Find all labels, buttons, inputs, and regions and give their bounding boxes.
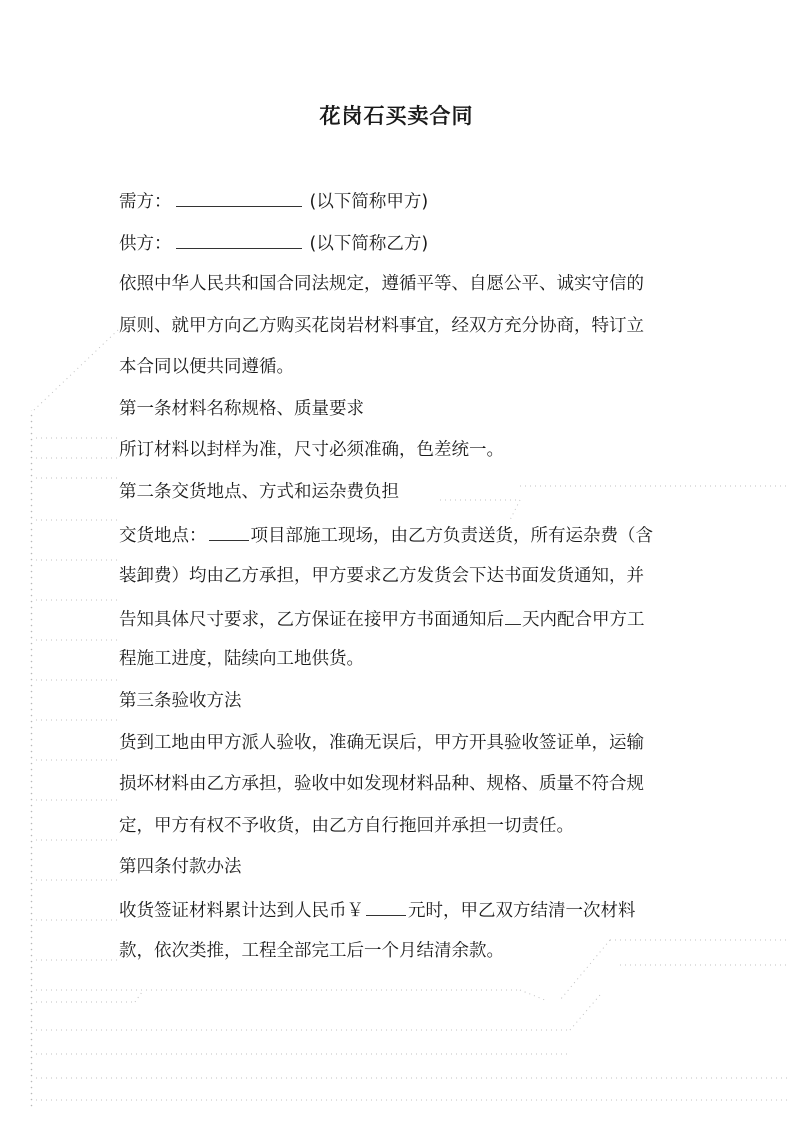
article4-payment-line <box>119 897 679 923</box>
supplier-suffix: (以下简称乙方) <box>309 234 429 254</box>
payment-amount-blank[interactable] <box>366 897 406 916</box>
delivery-location-label: 交货地点： <box>119 526 207 546</box>
article4-text: 款，依次类推，工程全部完工后一个月结清余款。 <box>119 941 504 961</box>
supplier-name-blank[interactable] <box>176 230 302 249</box>
payment-text-prefix: 收货签证材料累计达到人民币￥ <box>119 901 364 921</box>
intro-line: 依照中华人民共和国合同法规定，遵循平等、自愿公平、诚实守信的 <box>119 274 644 294</box>
delivery-days-blank[interactable] <box>505 606 521 625</box>
delivery-location-blank[interactable] <box>209 522 249 541</box>
article2-text: 程施工进度，陆续向工地供货。 <box>119 649 364 669</box>
buyer-suffix: (以下简称甲方) <box>309 192 429 212</box>
supplier-label: 供方： <box>119 234 172 254</box>
supplier-line <box>119 230 679 256</box>
article3-text: 定，甲方有权不予收货，由乙方自行拖回并承担一切责任。 <box>119 816 574 836</box>
article1-text: 所订材料以封样为准，尺寸必须准确，色差统一。 <box>119 440 504 460</box>
article2-text: 装卸费）均由乙方承担，甲方要求乙方发货会下达书面发货通知，并 <box>119 566 644 586</box>
article2-heading: 第二条交货地点、方式和运杂费负担 <box>119 482 399 502</box>
document-title: 花岗石买卖合同 <box>319 104 474 128</box>
article2-notice-line <box>119 606 679 632</box>
article3-text: 损坏材料由乙方承担，验收中如发现材料品种、规格、质量不符合规 <box>119 774 644 794</box>
article4-heading: 第四条付款办法 <box>119 857 242 877</box>
buyer-name-blank[interactable] <box>176 188 302 207</box>
buyer-label: 需方： <box>119 192 172 212</box>
delivery-location-text: 项目部施工现场，由乙方负责送货，所有运杂费（含 <box>250 526 653 546</box>
notice-text-suffix: 天内配合甲方工 <box>522 610 645 630</box>
article3-heading: 第三条验收方法 <box>119 691 242 711</box>
buyer-line <box>119 188 679 214</box>
notice-text-prefix: 告知具体尺寸要求，乙方保证在接甲方书面通知后 <box>119 610 504 630</box>
intro-line: 原则、就甲方向乙方购买花岗岩材料事宜，经双方充分协商，特订立 <box>119 316 644 336</box>
payment-text-suffix: 元时，甲乙双方结清一次材料 <box>408 901 636 921</box>
article1-heading: 第一条材料名称规格、质量要求 <box>119 399 364 419</box>
intro-line: 本合同以便共同遵循。 <box>119 357 294 377</box>
article3-text: 货到工地由甲方派人验收，准确无误后，甲方开具验收签证单，运输 <box>119 733 644 753</box>
article2-delivery-line <box>119 522 679 548</box>
